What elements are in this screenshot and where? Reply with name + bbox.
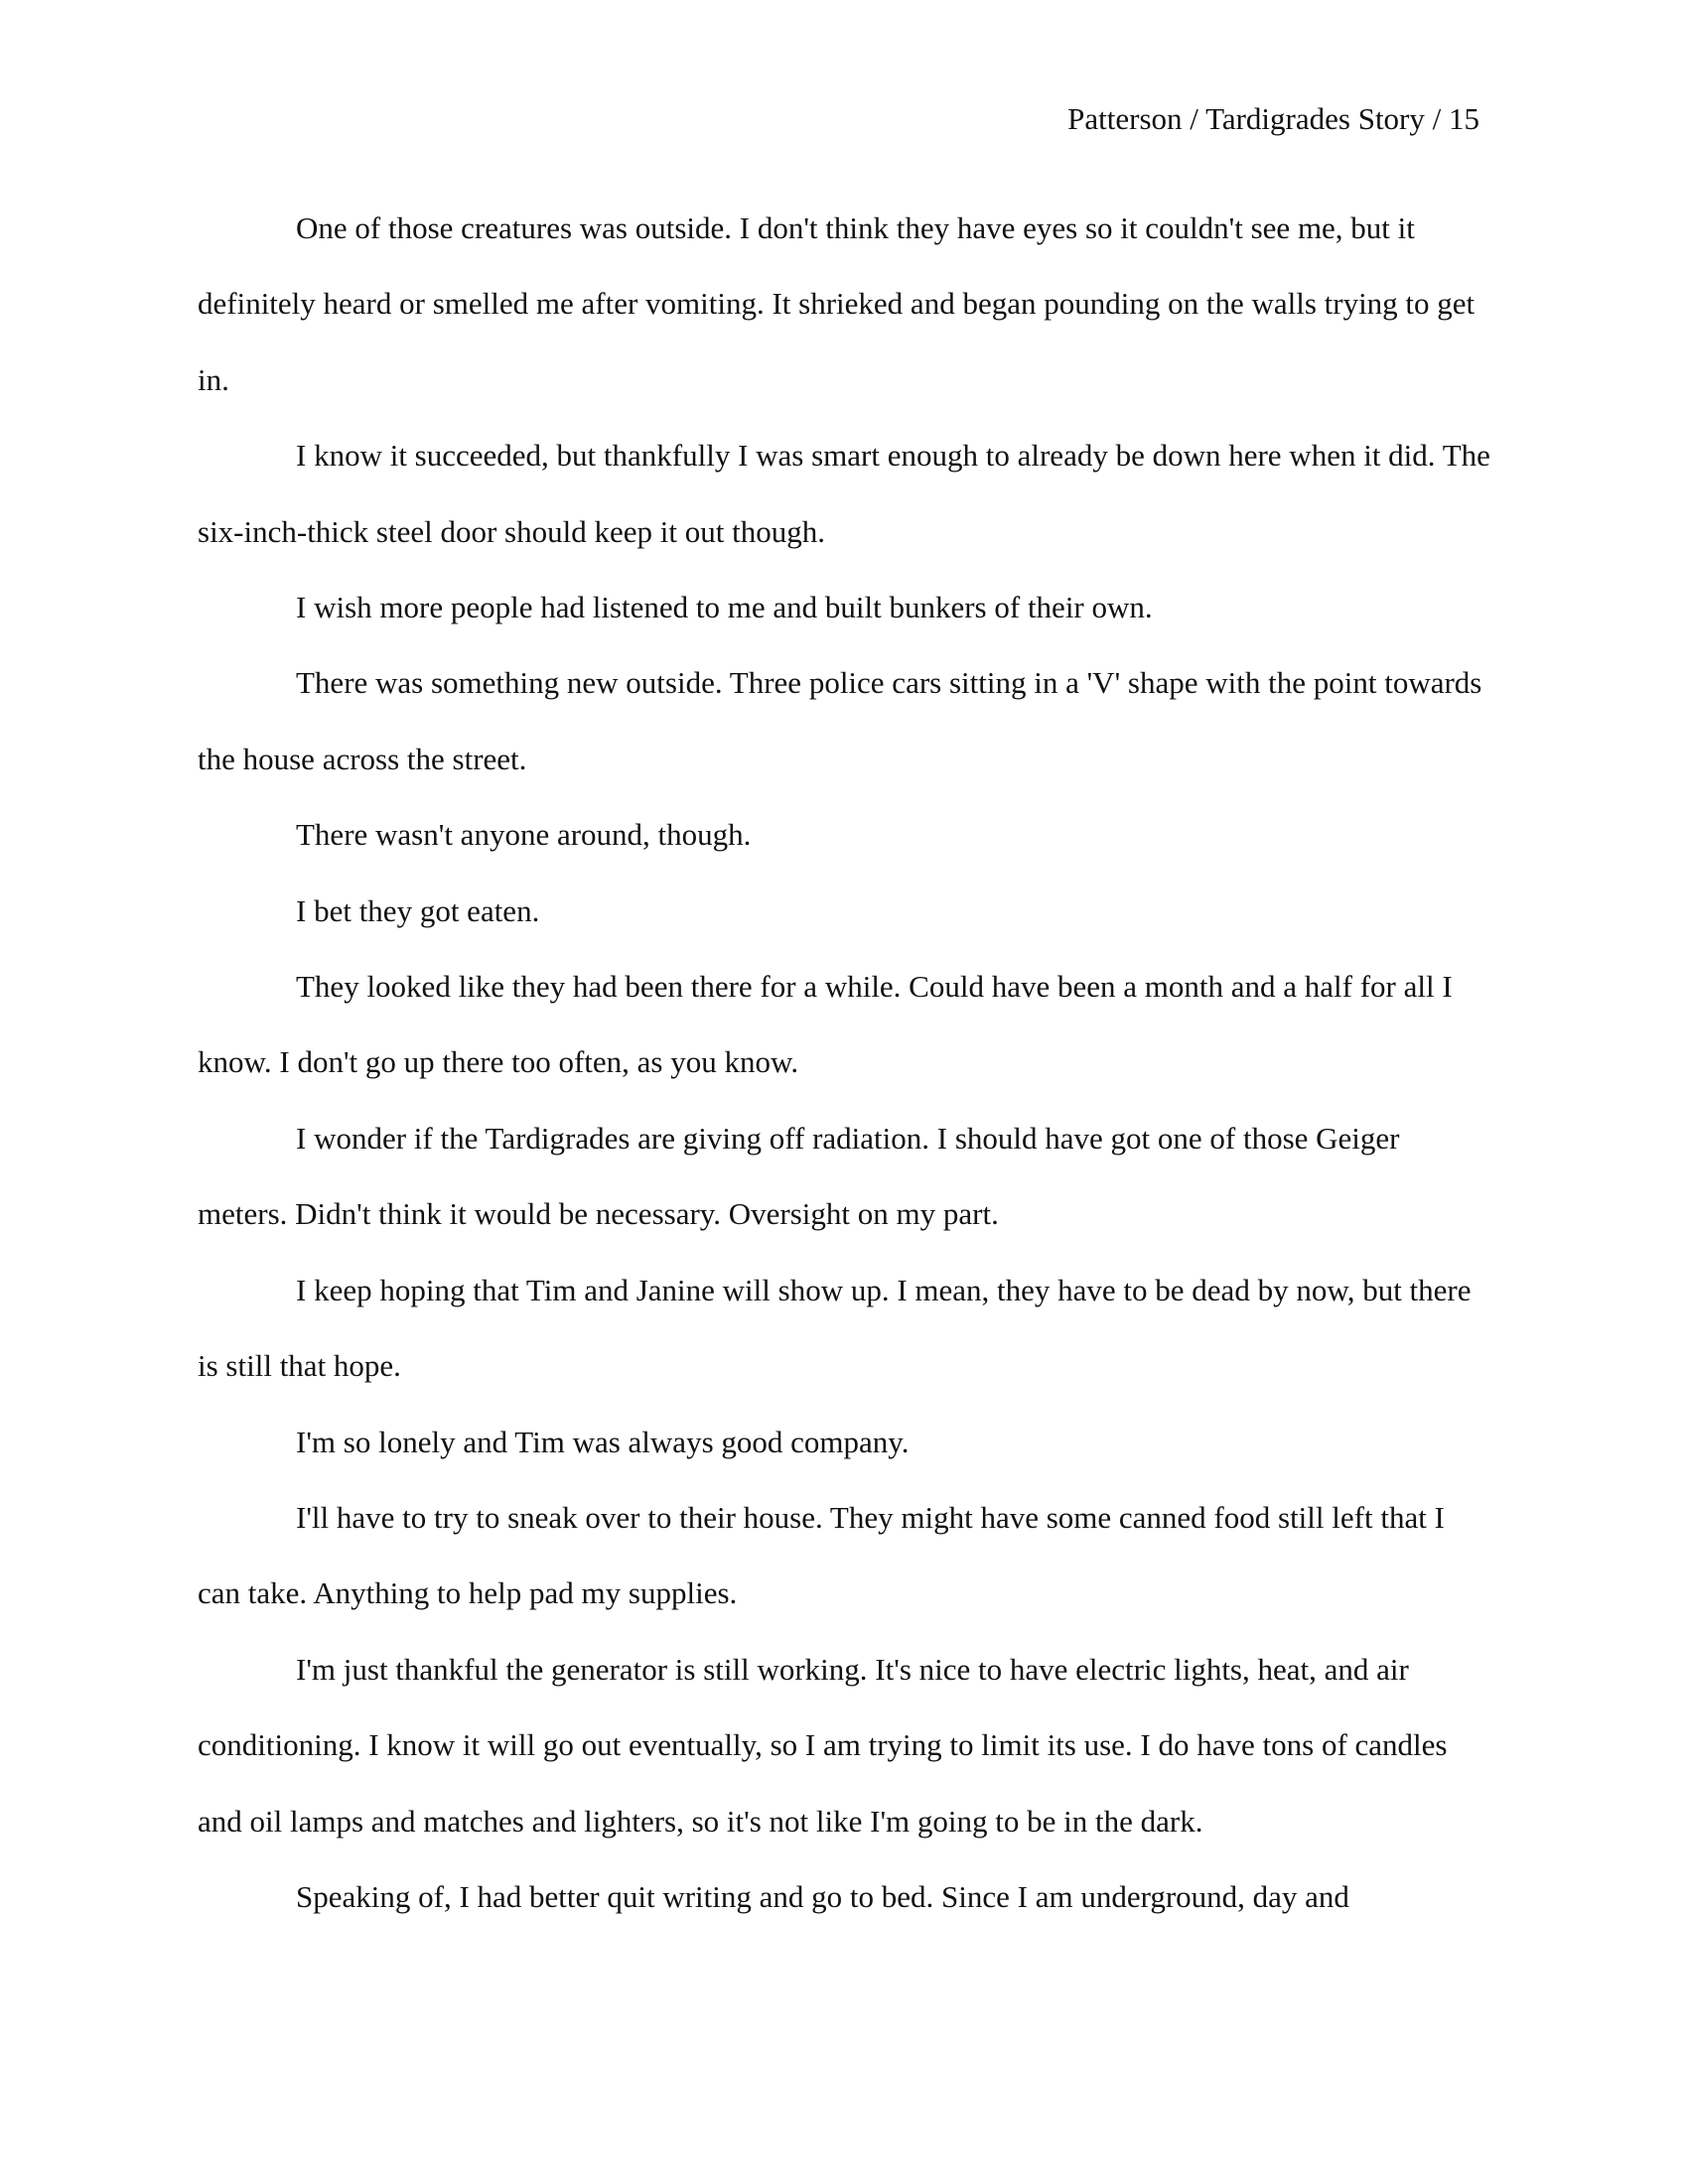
paragraph: I bet they got eaten. [296, 892, 540, 928]
paragraph: One of those creatures was outside. I don't think they have eyes so it couldn't see me, but it definitely heard or smelled me after vomiting. It shrieked and began pounding on the walls trying to get in. [198, 210, 1476, 397]
paragraph: There wasn't anyone around, though. [296, 817, 752, 853]
paragraph: They looked like they had been there for a while. Could have been a month and a half for all I know. I don't go up there too often, as you know. [198, 969, 1453, 1080]
paragraph: I know it succeeded, but thankfully I was smart enough to already be down here when it did. The six-inch-thick steel door should keep it out though. [198, 438, 1490, 549]
paragraph: I wish more people had listened to me and built bunkers of their own. [296, 590, 1153, 625]
paragraph: I keep hoping that Tim and Janine will show up. I mean, they have to be dead by now, but there is still that hope. [198, 1272, 1472, 1384]
paragraph: I'm just thankful the generator is still working. It's nice to have electric lights, heat, and air conditioning. I know it will go out eventually, so I am trying to limit its use. I do have tons of candles and oil lamps and matches and lighters, so it's not like I'm going to be in the dark. [198, 1651, 1448, 1839]
paragraph: I'm so lonely and Tim was always good company. [296, 1424, 910, 1459]
paragraph: Speaking of, I had better quit writing and go to bed. Since I am underground, day and [296, 1878, 1349, 1914]
running-head: Patterson / Tardigrades Story / 15 [1067, 101, 1479, 136]
paragraph: I'll have to try to sneak over to their house. They might have some canned food still left that I can take. Anything to help pad my supplies. [198, 1499, 1445, 1611]
paragraph: I wonder if the Tardigrades are giving off radiation. I should have got one of those Geiger meters. Didn't think it would be necessary. Oversight on my part. [198, 1120, 1400, 1232]
paragraph: There was something new outside. Three police cars sitting in a 'V' shape with the point towards the house across the street. [198, 665, 1482, 776]
story-body [198, 191, 1490, 1935]
